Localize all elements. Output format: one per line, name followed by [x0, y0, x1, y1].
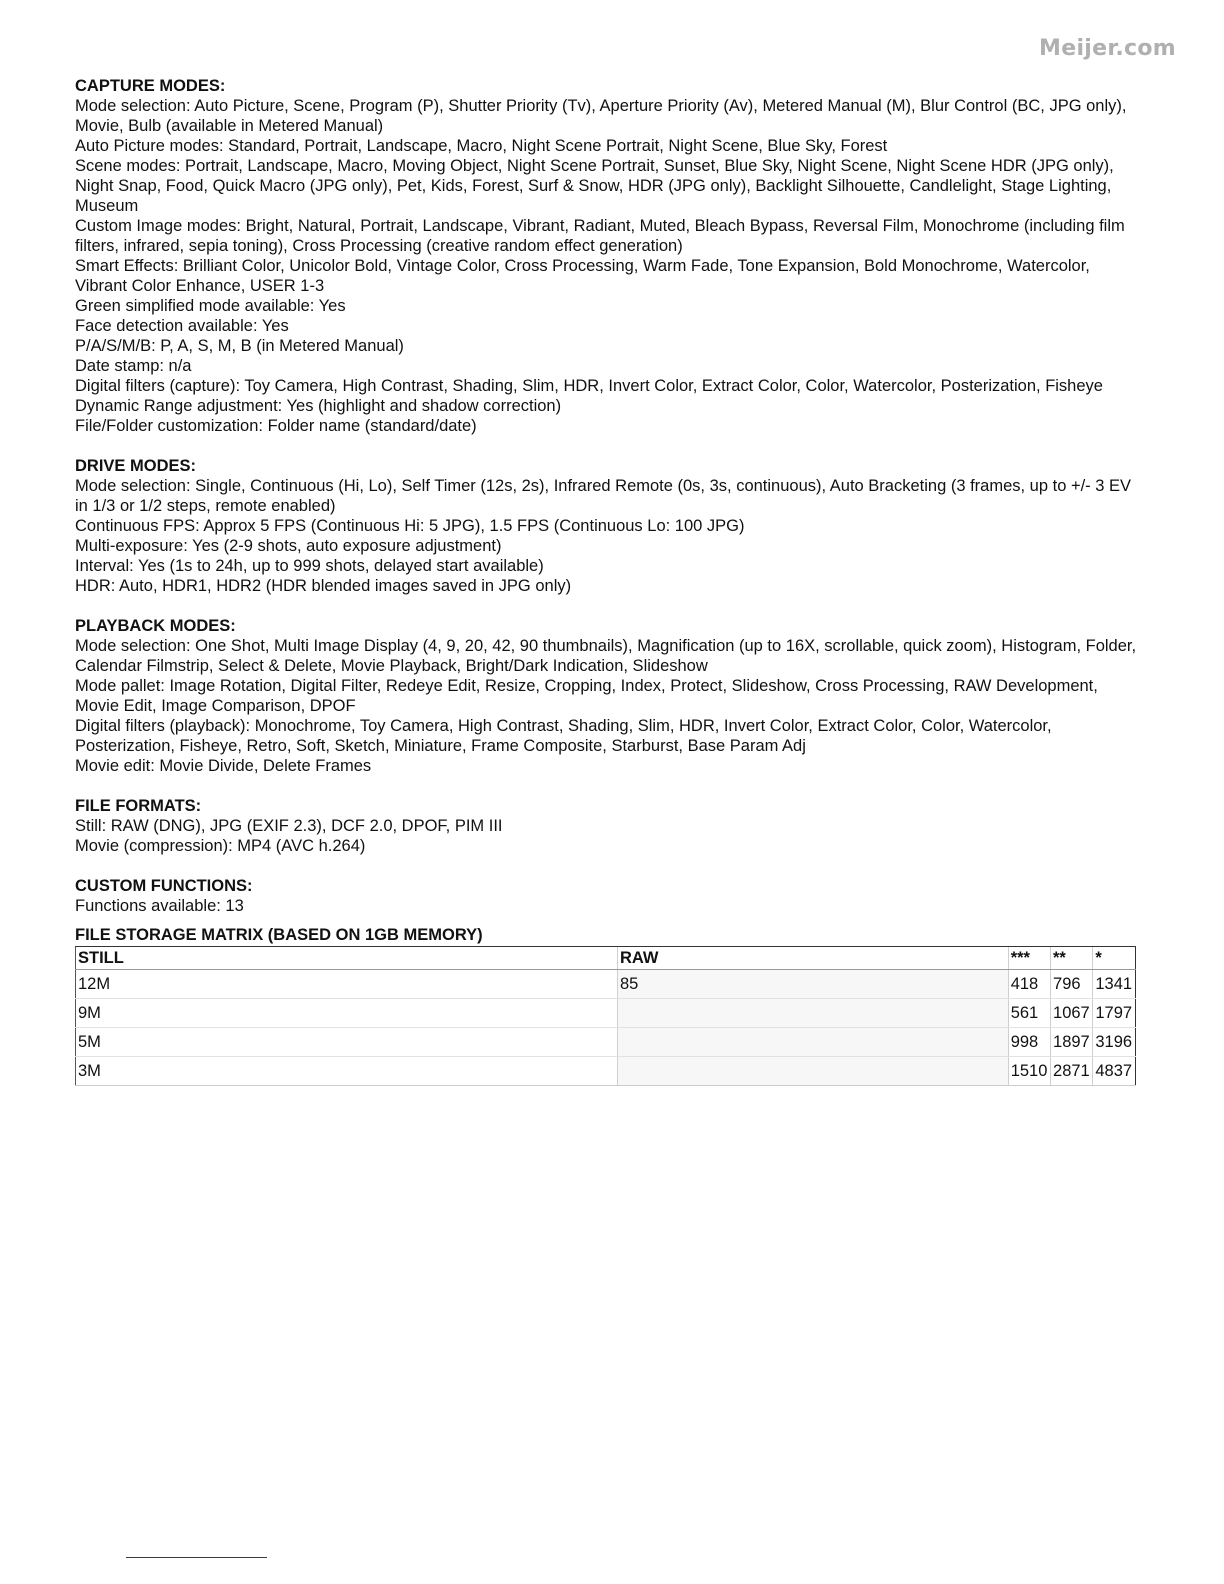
- table-cell: [617, 1057, 1008, 1086]
- section-title: PLAYBACK MODES:: [75, 617, 236, 635]
- spec-line: Interval: Yes (1s to 24h, up to 999 shots, delayed start available): [75, 557, 544, 575]
- table-row: [76, 970, 1136, 999]
- column-header-raw: RAW: [617, 947, 1008, 970]
- spec-line: Multi-exposure: Yes (2-9 shots, auto exposure adjustment): [75, 537, 502, 555]
- column-header-still: STILL: [76, 947, 618, 970]
- section-file-formats: [75, 796, 1145, 856]
- spec-line: Functions available: 13: [75, 897, 244, 915]
- storage-matrix-title: FILE STORAGE MATRIX (BASED ON 1GB MEMORY): [75, 926, 483, 944]
- table-cell: 418: [1008, 970, 1050, 999]
- table-cell: 9M: [76, 999, 618, 1028]
- section-playback-modes: [75, 616, 1145, 776]
- table-cell: 796: [1051, 970, 1093, 999]
- column-header-two-star: **: [1051, 947, 1093, 970]
- table-cell: 4837: [1093, 1057, 1136, 1086]
- table-cell: 1897: [1051, 1028, 1093, 1057]
- storage-matrix-table: [75, 946, 1136, 1086]
- spec-line: Date stamp: n/a: [75, 357, 192, 375]
- section-custom-functions: [75, 876, 1145, 916]
- section-drive-modes: [75, 456, 1145, 596]
- table-cell: 3196: [1093, 1028, 1136, 1057]
- spec-line: Auto Picture modes: Standard, Portrait, Landscape, Macro, Night Scene Portrait, Night Scene, Blue Sky, Forest: [75, 137, 888, 155]
- section-title: DRIVE MODES:: [75, 457, 197, 475]
- spec-line: Continuous FPS: Approx 5 FPS (Continuous Hi: 5 JPG), 1.5 FPS (Continuous Lo: 100 JPG): [75, 517, 745, 535]
- spec-line: Scene modes: Portrait, Landscape, Macro, Moving Object, Night Scene Portrait, Sunset, Blue Sky, Night Scene, Night Scene HDR (JPG only), Night Snap, Food, Quick Macro (JPG only), Pet, Kids, Forest, Surf & Snow, HDR (JPG only), Backlight Silhouette, Candlelight, Stage Lighting, Museum: [75, 157, 1114, 215]
- footnote-separator: [126, 1557, 267, 1558]
- spec-line: Dynamic Range adjustment: Yes (highlight and shadow correction): [75, 397, 562, 415]
- section-title: FILE FORMATS:: [75, 797, 202, 815]
- table-cell: [617, 999, 1008, 1028]
- table-cell: [617, 1028, 1008, 1057]
- section-capture-modes: [75, 76, 1145, 436]
- section-title: CUSTOM FUNCTIONS:: [75, 877, 253, 895]
- table-cell: 5M: [76, 1028, 618, 1057]
- table-cell: 12M: [76, 970, 618, 999]
- spec-line: Still: RAW (DNG), JPG (EXIF 2.3), DCF 2.0, DPOF, PIM III: [75, 817, 503, 835]
- spec-line: File/Folder customization: Folder name (standard/date): [75, 417, 477, 435]
- spec-line: Smart Effects: Brilliant Color, Unicolor Bold, Vintage Color, Cross Processing, Warm Fade, Tone Expansion, Bold Monochrome, Watercolor, Vibrant Color Enhance, USER 1-3: [75, 257, 1090, 295]
- spec-line: Mode selection: Single, Continuous (Hi, Lo), Self Timer (12s, 2s), Infrared Remote (0s, 3s, continuous), Auto Bracketing (3 frames, up to +/- 3 EV in 1/3 or 1/2 steps, remote enabled): [75, 477, 1132, 515]
- watermark-logo: Meijer.com: [1039, 36, 1176, 61]
- spec-line: Green simplified mode available: Yes: [75, 297, 346, 315]
- table-row: [76, 1028, 1136, 1057]
- spec-line: Movie edit: Movie Divide, Delete Frames: [75, 757, 372, 775]
- table-cell: 998: [1008, 1028, 1050, 1057]
- column-header-three-star: ***: [1008, 947, 1050, 970]
- spec-line: Digital filters (playback): Monochrome, Toy Camera, High Contrast, Shading, Slim, HDR, Invert Color, Extract Color, Color, Watercolor, Posterization, Fisheye, Retro, Soft, Sketch, Miniature, Frame Composite, Starburst, Base Param Adj: [75, 717, 1052, 755]
- table-header-row: [76, 947, 1136, 970]
- spec-line: Custom Image modes: Bright, Natural, Portrait, Landscape, Vibrant, Radiant, Muted, Bleach Bypass, Reversal Film, Monochrome (including film filters, infrared, sepia toning), Cross Processing (creative random effect generation): [75, 217, 1125, 255]
- table-cell: 85: [617, 970, 1008, 999]
- spec-line: Face detection available: Yes: [75, 317, 289, 335]
- table-cell: 1510: [1008, 1057, 1050, 1086]
- spec-line: P/A/S/M/B: P, A, S, M, B (in Metered Manual): [75, 337, 404, 355]
- table-cell: 2871: [1051, 1057, 1093, 1086]
- table-cell: 1341: [1093, 970, 1136, 999]
- table-cell: 1067: [1051, 999, 1093, 1028]
- table-cell: 3M: [76, 1057, 618, 1086]
- spec-line: Movie (compression): MP4 (AVC h.264): [75, 837, 366, 855]
- table-row: [76, 1057, 1136, 1086]
- spec-line: Mode selection: One Shot, Multi Image Display (4, 9, 20, 42, 90 thumbnails), Magnification (up to 16X, scrollable, quick zoom), Histogram, Folder, Calendar Filmstrip, Select & Delete, Movie Playback, Bright/Dark Indication, Slideshow: [75, 637, 1137, 675]
- column-header-one-star: *: [1093, 947, 1136, 970]
- spec-line: Mode pallet: Image Rotation, Digital Filter, Redeye Edit, Resize, Cropping, Index, Protect, Slideshow, Cross Processing, RAW Development, Movie Edit, Image Comparison, DPOF: [75, 677, 1098, 715]
- spec-line: Digital filters (capture): Toy Camera, High Contrast, Shading, Slim, HDR, Invert Color, Extract Color, Color, Watercolor, Posterization, Fisheye: [75, 377, 1103, 395]
- spec-line: Mode selection: Auto Picture, Scene, Program (P), Shutter Priority (Tv), Aperture Priority (Av), Metered Manual (M), Blur Control (BC, JPG only), Movie, Bulb (available in Metered Manual): [75, 97, 1127, 135]
- table-cell: 561: [1008, 999, 1050, 1028]
- spec-document: [75, 76, 1145, 1086]
- table-cell: 1797: [1093, 999, 1136, 1028]
- table-row: [76, 999, 1136, 1028]
- spec-line: HDR: Auto, HDR1, HDR2 (HDR blended images saved in JPG only): [75, 577, 572, 595]
- section-title: CAPTURE MODES:: [75, 77, 226, 95]
